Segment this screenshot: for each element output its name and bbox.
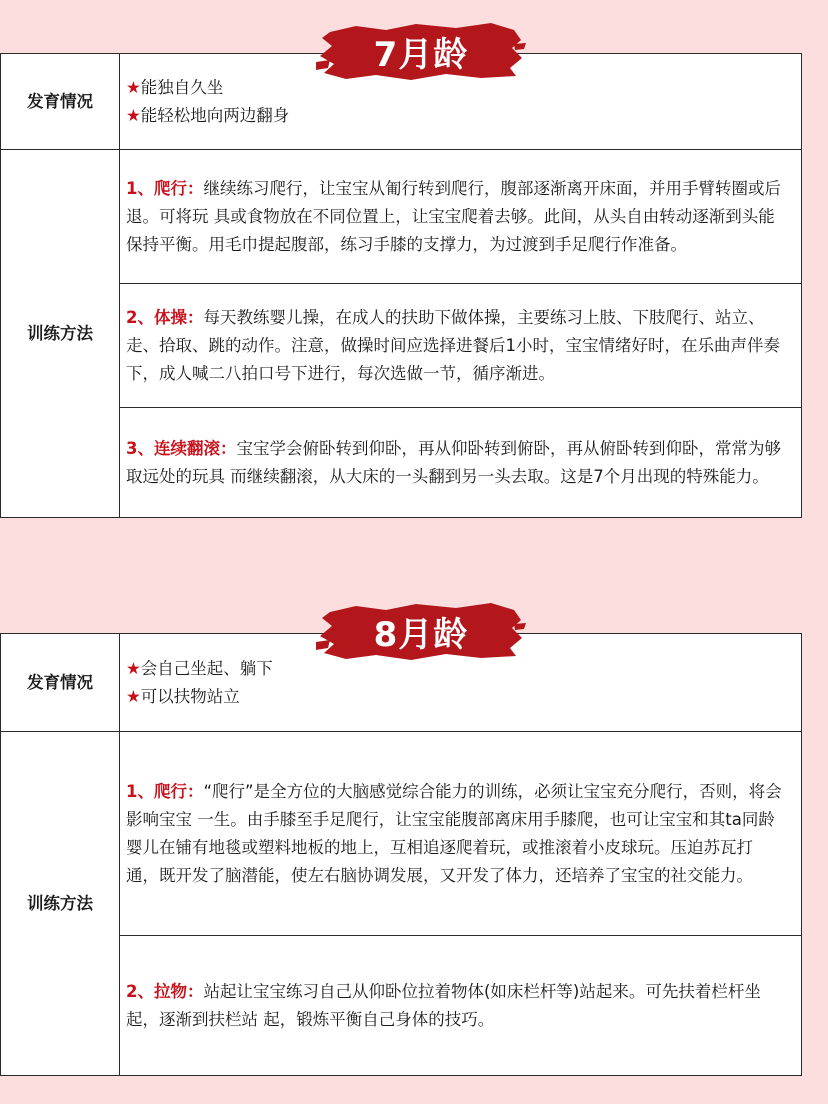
method-cell	[120, 936, 802, 1076]
development-item: ★可以扶物站立	[126, 686, 240, 706]
method-text: 每天教练婴儿操，在成人的扶助下做体操，主要练习上肢、下肢爬行、站立、走、拾取、跳的动作。注意，做操时间应选择进餐后1小时，宝宝情绪好时，在乐曲声伴奏下，成人喊二八拍口号下进行，每次选做一节，循序渐进。	[126, 307, 780, 383]
star-icon: ★	[126, 658, 141, 678]
development-header: 发育情况	[1, 54, 120, 150]
method-cell	[120, 408, 802, 518]
training-header: 训练方法	[1, 732, 120, 1076]
training-header: 训练方法	[1, 150, 120, 518]
month-banner-8	[316, 598, 526, 664]
method-cell	[120, 732, 802, 936]
development-item: ★能独自久坐	[126, 77, 224, 97]
month-title: 7月龄	[373, 34, 469, 75]
star-icon: ★	[126, 77, 141, 97]
method-label: 2、拉物：	[126, 981, 204, 1001]
development-header: 发育情况	[1, 634, 120, 732]
star-icon: ★	[126, 686, 141, 706]
month-title: 8月龄	[373, 614, 469, 655]
method-label: 1、爬行：	[126, 178, 204, 198]
star-icon: ★	[126, 105, 141, 125]
method-label: 3、连续翻滚：	[126, 438, 237, 458]
method-text: “爬行”是全方位的大脑感觉综合能力的训练，必须让宝宝充分爬行，否则，将会影响宝宝 一生。由手膝至手足爬行，让宝宝能腹部离床用手膝爬，也可让宝宝和其ta同龄婴儿在铺有地毯或塑料地板的地上，互相追逐爬着玩，或推滚着小皮球玩。压迫苏瓦打 通，既开发了脑潜能，使左右脑协调发展，又开发了体力，还培养了宝宝的社交能力。	[126, 781, 782, 885]
method-text: 继续练习爬行，让宝宝从匍行转到爬行，腹部逐渐离开床面，并用手臂转圈或后退。可将玩 具或食物放在不同位置上，让宝宝爬着去够。此间，从头自由转动逐渐到头能保持平衡。用毛巾提起腹部，练习手膝的支撑力，为过渡到手足爬行作准备。	[126, 178, 781, 254]
development-item: ★能轻松地向两边翻身	[126, 105, 290, 125]
method-cell	[120, 150, 802, 284]
method-cell	[120, 284, 802, 408]
development-item: ★会自己坐起、躺下	[126, 658, 273, 678]
method-text: 站起让宝宝练习自己从仰卧位拉着物体(如床栏杆等)站起来。可先扶着栏杆坐起，逐渐到扶栏站 起，锻炼平衡自己身体的技巧。	[126, 981, 761, 1029]
method-label: 1、爬行：	[126, 781, 204, 801]
method-label: 2、体操：	[126, 307, 204, 327]
method-text: 宝宝学会俯卧转到仰卧，再从仰卧转到俯卧，再从俯卧转到仰卧，常常为够取远处的玩具 而继续翻滚，从大床的一头翻到另一头去取。这是7个月出现的特殊能力。	[126, 438, 781, 486]
month-table-7	[0, 53, 802, 518]
month-banner-7	[316, 18, 526, 84]
month-table-8	[0, 633, 802, 1076]
